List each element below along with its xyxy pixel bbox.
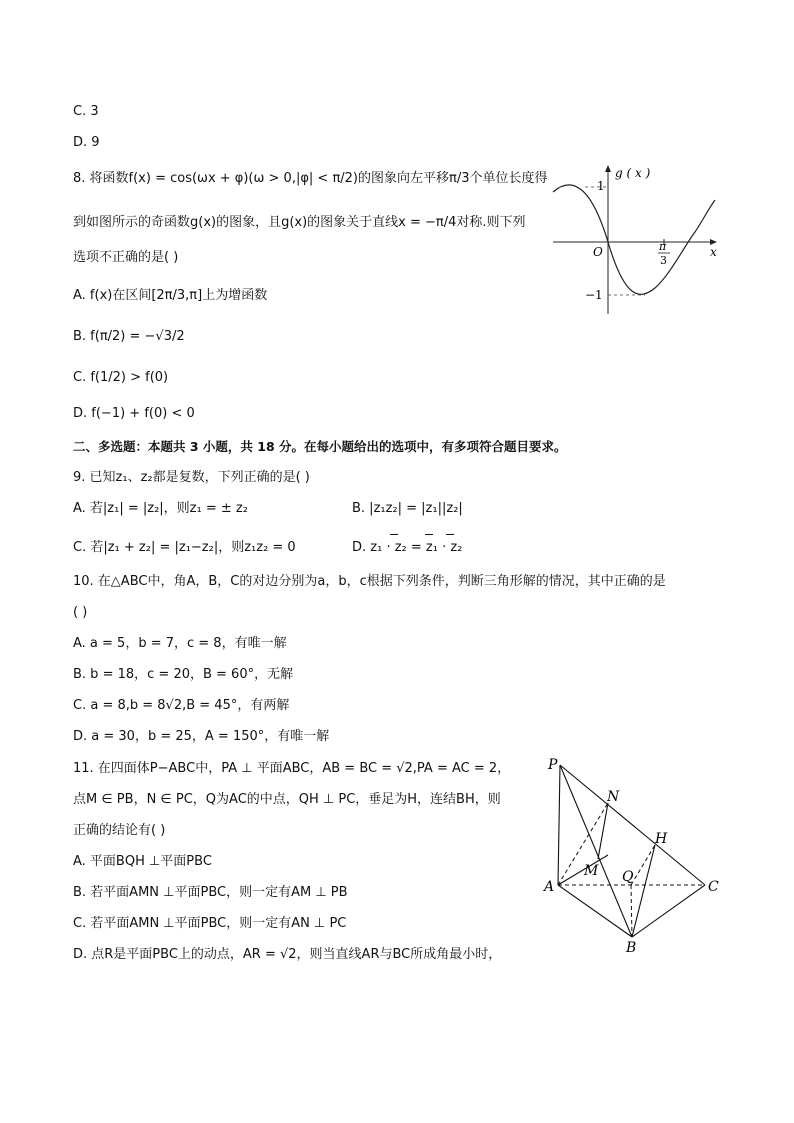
- y-axis-label: g ( x ): [615, 166, 651, 180]
- q8-graph: [545, 160, 725, 320]
- q9-option-c: C. 若|z₁ + z₂| = |z₁−z₂|，则z₁z₂ = 0: [73, 540, 296, 555]
- conjugate-bar-3: [446, 534, 454, 535]
- label-N: N: [607, 789, 620, 805]
- origin-label: O: [593, 245, 603, 259]
- q9-stem: 9. 已知z₁、z₂都是复数，下列正确的是( ): [73, 470, 310, 485]
- q7-option-c: C. 3: [73, 104, 99, 119]
- q8-stem-line2: 到如图所示的奇函数g(x)的图象，且g(x)的图象关于直线x = −π/4对称.则下列: [73, 215, 526, 230]
- g-curve: [553, 185, 715, 294]
- q11-stem-line2: 点M ∈ PB，N ∈ PC，Q为AC的中点，QH ⊥ PC，垂足为H，连结BH，则: [73, 792, 501, 807]
- q11-option-c: C. 若平面AMN ⊥平面PBC，则一定有AN ⊥ PC: [73, 916, 347, 931]
- x-tick-num: π: [659, 240, 667, 253]
- q8-option-a: A. f(x)在区间[2π/3,π]上为增函数: [73, 288, 268, 303]
- q8-option-b: B. f(π/2) = −√3/2: [73, 329, 185, 344]
- q10-stem-line1: 10. 在△ABC中，角A，B，C的对边分别为a，b，c根据下列条件，判断三角形解的情况，其中正确的是: [73, 574, 666, 589]
- q11-stem-line3: 正确的结论有( ): [73, 823, 166, 838]
- q11-stem-line1: 11. 在四面体P−ABC中，PA ⊥ 平面ABC，AB = BC = √2,PA = AC = 2，: [73, 761, 511, 776]
- q11-option-d: D. 点R是平面PBC上的动点，AR = √2，则当直线AR与BC所成角最小时，: [73, 947, 502, 962]
- q11-option-b: B. 若平面AMN ⊥平面PBC，则一定有AM ⊥ PB: [73, 885, 348, 900]
- q8-option-d: D. f(−1) + f(0) < 0: [73, 406, 195, 421]
- edge-QH: [631, 845, 655, 885]
- label-B: B: [626, 940, 637, 956]
- edge-PA: [558, 765, 560, 885]
- y-tick-top: 1: [597, 179, 605, 193]
- label-H: H: [655, 831, 668, 847]
- q7-option-d: D. 9: [73, 135, 100, 150]
- edge-AN: [558, 855, 608, 885]
- label-P: P: [548, 757, 558, 773]
- q11-option-a: A. 平面BQH ⊥平面PBC: [73, 854, 212, 869]
- y-tick-bottom: −1: [585, 288, 603, 302]
- label-C: C: [708, 879, 719, 895]
- q10-option-a: A. a = 5，b = 7，c = 8，有唯一解: [73, 636, 287, 651]
- q10-option-d: D. a = 30，b = 25，A = 150°，有唯一解: [73, 729, 330, 744]
- label-A: A: [544, 879, 555, 895]
- q8-stem-line1: 8. 将函数f(x) = cos(ωx + φ)(ω > 0,|φ| < π/2)的图象向左平移π/3个单位长度得: [73, 171, 548, 186]
- label-Q: Q: [622, 869, 634, 885]
- q10-option-c: C. a = 8,b = 8√2,B = 45°，有两解: [73, 698, 290, 713]
- q8-option-c: C. f(1/2) > f(0): [73, 370, 169, 385]
- q8-stem-line3: 选项不正确的是( ): [73, 250, 179, 265]
- edge-QB: [631, 885, 632, 937]
- edge-PC: [560, 765, 705, 885]
- q10-stem-line2: ( ): [73, 605, 88, 620]
- q10-option-b: B. b = 18，c = 20，B = 60°，无解: [73, 667, 294, 682]
- y-axis-arrow: [605, 165, 611, 172]
- q11-tetrahedron-figure: [540, 755, 730, 960]
- x-tick-den: 3: [660, 254, 667, 267]
- q9-option-a: A. 若|z₁| = |z₂|，则z₁ = ± z₂: [73, 501, 248, 516]
- section-heading: 二、多选题：本题共 3 小题，共 18 分。在每小题给出的选项中，有多项符合题目要求。: [73, 439, 567, 454]
- q9-option-b: B. |z₁z₂| = |z₁||z₂|: [352, 501, 463, 516]
- q9-option-d: D. z₁ · z₂ = z₁ · z₂: [352, 540, 463, 555]
- x-axis-label: x: [710, 245, 717, 259]
- label-M: M: [584, 863, 599, 879]
- conjugate-bar-1: [390, 534, 398, 535]
- conjugate-bar-2: [425, 534, 433, 535]
